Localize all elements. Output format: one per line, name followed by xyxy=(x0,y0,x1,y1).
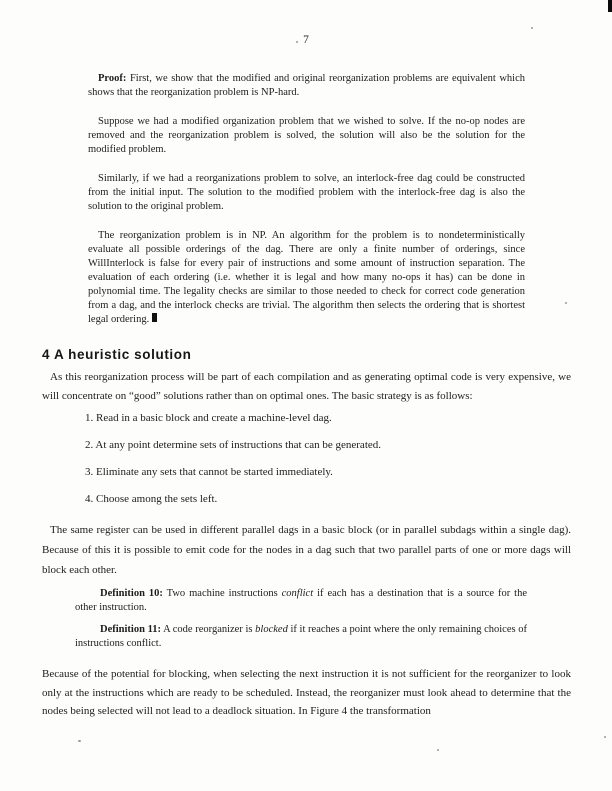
paragraph-similarly xyxy=(88,172,525,214)
qed-box xyxy=(152,313,157,322)
strategy-step: 2. At any point determine sets of instructions that can be generated. xyxy=(85,439,382,451)
scan-speckle xyxy=(565,302,567,304)
scan-speckle xyxy=(604,736,606,738)
paragraph-text: Suppose we had a modified organization problem that we wished to solve. If the no-op nodes are removed and the reorganization problem is solved, the solution will also be the solution for the modified problem. xyxy=(88,116,525,155)
proof-text: First, we show that the modified and original reorganization problems are equivalent which shows that the reorganization problem is NP-hard. xyxy=(88,73,525,98)
page-number: 7 xyxy=(303,34,309,46)
strategy-step: 3. Eliminate any sets that cannot be started immediately. xyxy=(85,466,333,478)
definition-text: Two machine instructions xyxy=(162,588,282,599)
definition-10 xyxy=(75,587,527,615)
definition-text: A code reorganizer is xyxy=(161,624,256,635)
scan-speckle xyxy=(531,27,533,29)
paragraph-parallel-dags: The same register can be used in different parallel dags in a basic block (or in parallel subdags within a single dag). Because of this it is possible to emit code for the nodes in a dag such that two parallel parts of one or more dags will block each other. xyxy=(42,524,571,576)
definition-text: if each has a destination that is a source for the other instruction. xyxy=(75,588,528,613)
scan-corner-artifact xyxy=(608,0,612,12)
definition-term: blocked xyxy=(255,624,288,635)
scan-speckle xyxy=(78,740,81,742)
proof-label: Proof: xyxy=(98,73,127,84)
definition-text: if it reaches a point where the only remaining choices of instructions conflict. xyxy=(75,624,528,649)
definition-11 xyxy=(75,623,527,651)
paragraph-proof xyxy=(88,72,525,100)
strategy-step: 4. Choose among the sets left. xyxy=(85,493,218,505)
definitions-block xyxy=(42,587,571,651)
paragraph-blocking: Because of the potential for blocking, when selecting the next instruction it is not sufficient for the reorganizer to look only at the instructions which are ready to be scheduled. Instead, the reorganizer must look ahead to determine that the nodes being selected will not lead to a deadlock situation. In Figure 4 the transformation xyxy=(42,668,571,717)
definition-label: Definition 11: xyxy=(100,624,161,635)
proof-section xyxy=(88,72,525,342)
section-body xyxy=(42,368,571,721)
strategy-step: 1. Read in a basic block and create a machine-level dag. xyxy=(85,412,332,424)
paragraph-text: Similarly, if we had a reorganizations problem to solve, an interlock-free dag could be constructed from the initial input. The solution to the modified problem with the interlock-free dag is also the solution to the original problem. xyxy=(88,173,525,212)
paragraph-text: The reorganization problem is in NP. An algorithm for the problem is to nondeterministically evaluate all possible orderings of the dag. There are only a finite number of orderings, since WillInterlock is false for every pair of instructions and some amount of instruction separation. The evaluation of each ordering (i.e. whether it is legal and how many no-ops it has) can be done in polynomial time. The legality checks are similar to those needed to check for correct code generation from a dag, and the interlock checks are trivial. The algorithm then selects the ordering that is shortest legal ordering. xyxy=(88,230,525,325)
section-heading: 4 A heuristic solution xyxy=(42,347,192,362)
definition-term: conflict xyxy=(281,588,314,599)
paragraph-suppose xyxy=(88,115,525,157)
paragraph-intro: As this reorganization process will be part of each compilation and as generating optimal code is very expensive, we will concentrate on “good” solutions rather than on optimal ones. The basic strategy is as follows: xyxy=(42,371,571,402)
definition-label: Definition 10: xyxy=(100,588,163,599)
paragraph-np-argument xyxy=(88,229,525,327)
strategy-step-list xyxy=(85,412,571,506)
scan-speckle xyxy=(437,749,439,751)
